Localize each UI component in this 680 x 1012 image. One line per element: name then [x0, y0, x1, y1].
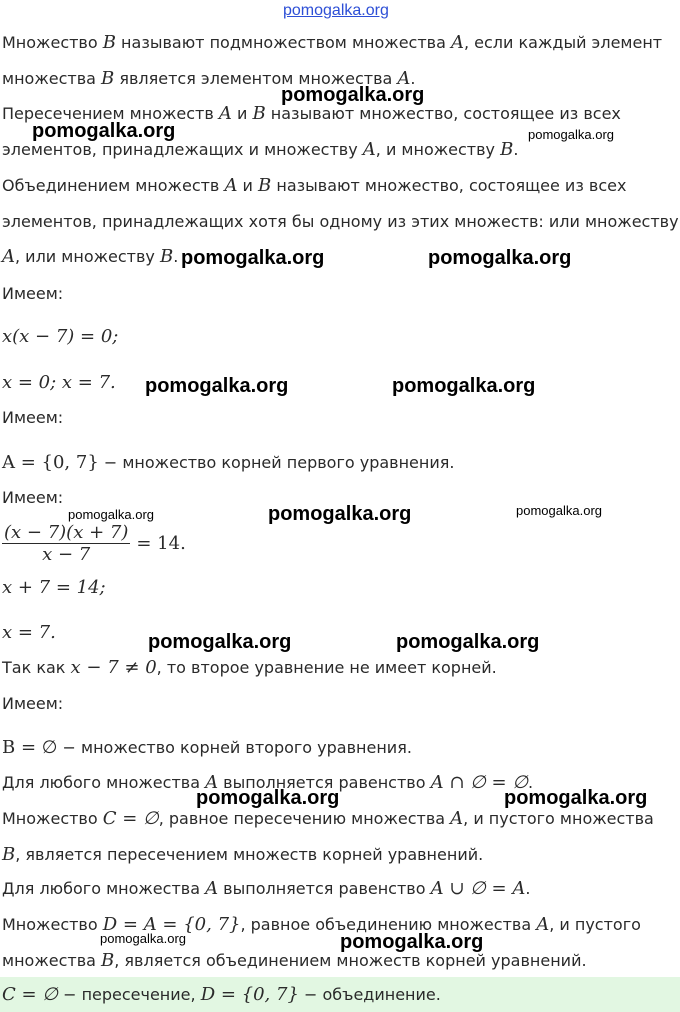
have-label-4: Имеем:: [2, 694, 64, 713]
watermark: pomogalka.org: [504, 787, 648, 809]
set-d-line-1: Множество D = A = {0, 7}, равное объединению множества A, и пустого: [2, 914, 641, 935]
watermark: pomogalka.org: [396, 631, 540, 653]
equation-2-solution: x = 7.: [2, 622, 56, 643]
equation-1-roots: x = 0; x = 7.: [2, 372, 116, 393]
watermark: pomogalka.org: [428, 247, 572, 269]
watermark: pomogalka.org: [268, 503, 412, 525]
watermark: pomogalka.org: [181, 247, 325, 269]
set-c-line-1: Множество C = ∅, равное пересечению множества A, и пустого множества: [2, 808, 654, 829]
set-b-line: B = ∅ − множество корней второго уравнения.: [2, 737, 412, 758]
set-d-line-2: множества B, является объединением множеств корней уравнений.: [2, 950, 587, 971]
intersection-identity-line: Для любого множества A выполняется равенство A ∩ ∅ = ∅.: [2, 772, 534, 793]
definition-intersection-line-2: элементов, принадлежащих и множеству A, и множеству B.: [2, 139, 519, 160]
answer-line: C = ∅ − пересечение, D = {0, 7} − объединение.: [2, 984, 441, 1005]
equation-1: x(x − 7) = 0;: [2, 326, 119, 347]
equation-2-fraction: $\frac{(x - 7)(x + 7)}{x - 7}$ = 14.: [4, 522, 186, 565]
set-c-line-2: B, является пересечением множеств корней уравнений.: [2, 844, 484, 865]
watermark: pomogalka.org: [148, 631, 292, 653]
definition-union-line-2: элементов, принадлежащих хотя бы одному из этих множеств: или множеству: [2, 212, 679, 231]
watermark: pomogalka.org: [68, 507, 154, 522]
watermark: pomogalka.org: [145, 375, 289, 397]
watermark: pomogalka.org: [196, 787, 340, 809]
set-a-line: A = {0, 7} − множество корней первого уравнения.: [2, 452, 455, 473]
answer-box: [0, 977, 680, 1012]
union-identity-line: Для любого множества A выполняется равенство A ∪ ∅ = A.: [2, 878, 531, 899]
definition-union-line-3: A, или множеству B.: [2, 246, 179, 267]
watermark: pomogalka.org: [528, 127, 614, 142]
site-link[interactable]: pomogalka.org: [283, 2, 389, 19]
watermark: pomogalka.org: [516, 503, 602, 518]
watermark: pomogalka.org: [281, 84, 425, 106]
have-label-3: Имеем:: [2, 488, 64, 507]
watermark: pomogalka.org: [392, 375, 536, 397]
watermark: pomogalka.org: [32, 120, 176, 142]
equation-2-simplified: x + 7 = 14;: [2, 577, 106, 598]
have-label-1: Имеем:: [2, 284, 64, 303]
definition-union-line-1: Объединением множеств A и B называют множество, состоящее из всех: [2, 175, 627, 196]
have-label-2: Имеем:: [2, 408, 64, 427]
watermark: pomogalka.org: [340, 931, 484, 953]
watermark: pomogalka.org: [100, 931, 186, 946]
definition-intersection-line-1: Пересечением множеств A и B называют множество, состоящее из всех: [2, 103, 621, 124]
definition-subset-line-1: Множество B называют подмножеством множества A, если каждый элемент: [2, 32, 663, 53]
restriction-line: Так как x − 7 ≠ 0, то второе уравнение не имеет корней.: [2, 657, 497, 678]
definition-subset-line-2: множества B является элементом множества A.: [2, 68, 416, 89]
